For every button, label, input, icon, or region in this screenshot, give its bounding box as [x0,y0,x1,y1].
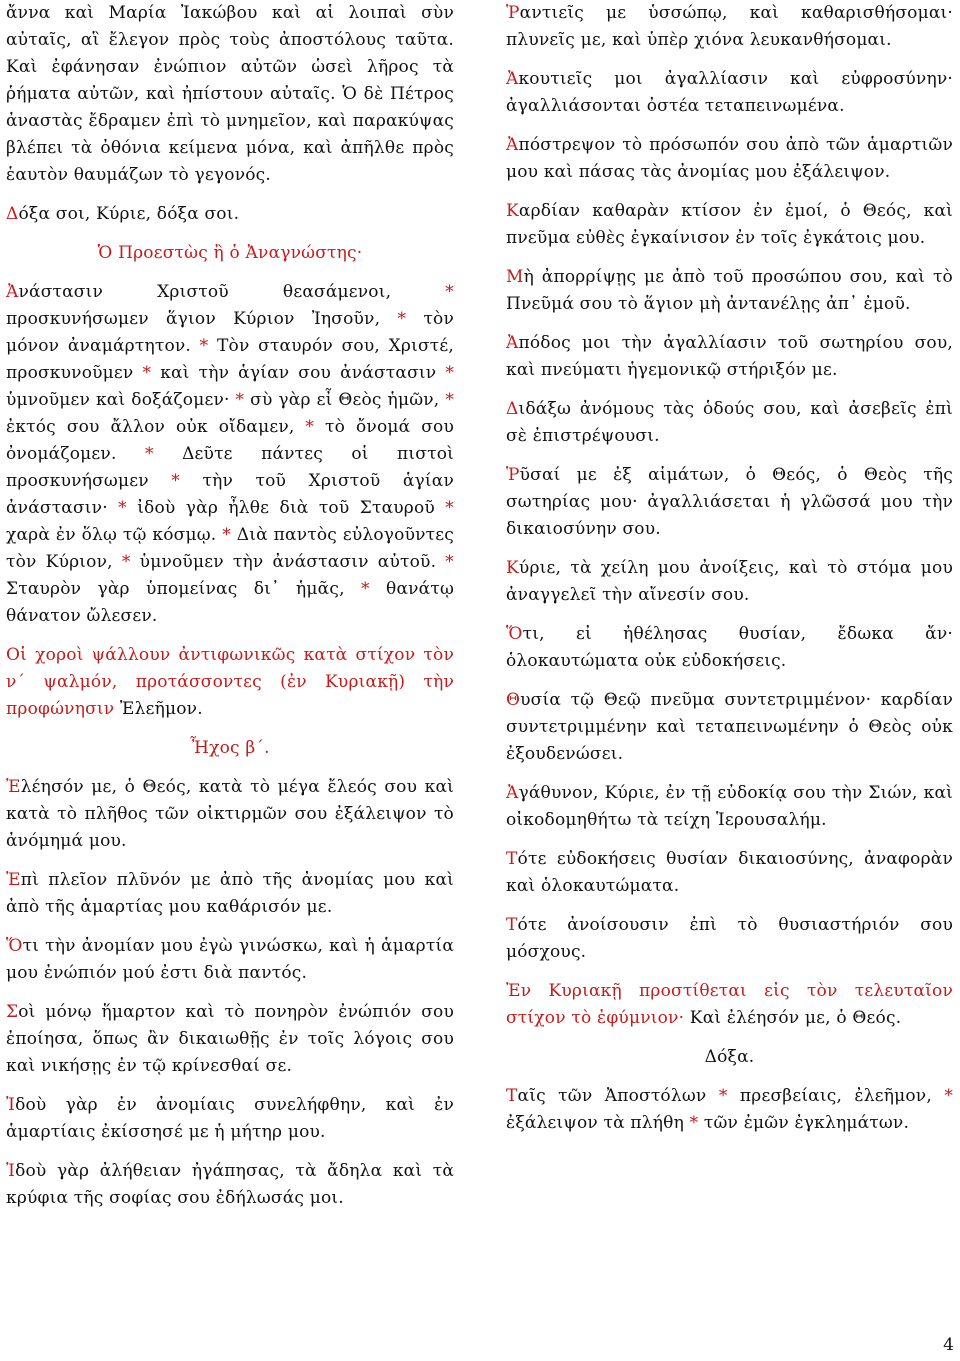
rubric-reader: Ὁ Προεστὼς ἢ ὁ Ἀναγνώστης· [97,243,363,263]
psalm-verse: Τότε εὐδοκήσεις θυσίαν δικαιοσύνης, ἀναφορὰν καὶ ὁλοκαυτώματα. [506,849,953,896]
psalm-verse: Ῥαντιεῖς με ὑσσώπῳ, καὶ καθαρισθήσομαι· πλυνεῖς με, καὶ ὑπὲρ χιόνα λευκανθήσομαι. [506,3,953,50]
rubric-psalm50: Οἱ χοροὶ ψάλλουν ἀντιφωνικῶς κατὰ στίχον τὸν ν΄ ψαλμόν, προτάσσοντες (ἐν Κυριακῇ) τὴν προφώνησιν Ἐλεῆμον. [6,645,454,719]
hymn-initial: Ἀ [6,282,19,302]
closing-hymn: Ταῖς τῶν Ἀποστόλων * πρεσβείαις, ἐλεῆμον, * ἐξάλειψον τὰ πλήθη * τῶν ἐμῶν ἐγκλημάτων. [506,1086,954,1133]
psalm-verse: Τότε ἀνοίσουσιν ἐπὶ τὸ θυσιαστήριόν σου μόσχους. [506,915,953,962]
psalm-verse: Ὅτι, εἰ ἠθέλησας θυσίαν, ἔδωκα ἄν· ὁλοκαυτώματα οὐκ εὐδοκήσεις. [506,624,953,671]
psalm-verse: Σοὶ μόνῳ ἥμαρτον καὶ τὸ πονηρὸν ἐνώπιόν σου ἐποίησα, ὅπως ἂν δικαιωθῇς ἐν τοῖς λόγοις σου καὶ νικήσῃς ἐν τῷ κρίνεσθαί σε. [6,1002,454,1076]
psalm-verse: Μὴ ἀπορρίψῃς με ἀπὸ τοῦ προσώπου σου, καὶ τὸ Πνεῦμά σου τὸ ἅγιον μὴ ἀντανέλῃς ἀπ᾽ ἐμοῦ. [506,267,953,314]
doxa-initial: Δ [6,204,19,224]
echos-label: Ἦχος β΄. [190,738,270,758]
psalm-verse: Θυσία τῷ Θεῷ πνεῦμα συντετριμμένον· καρδίαν συντετριμμένην καὶ τεταπεινωμένην ὁ Θεὸς οὐκ ἐξουδενώσει. [506,690,953,764]
gospel-ending: ἄννα καὶ Μαρία Ἰακώβου καὶ αἱ λοιπαὶ σὺν αὐταῖς, αἳ ἔλεγον πρὸς τοὺς ἀποστόλους ταῦτα. Καὶ ἐφάνησαν ἐνώπιον αὐτῶν ὡσεὶ λῆρος τὰ ῥήματα αὐτῶν, καὶ ἠπίστουν αὐταῖς. Ὁ δὲ Πέτρος ἀναστὰς ἔδραμεν ἐπὶ τὸ μνημεῖον, καὶ παρακύψας βλέπει τὰ ὀθόνια κείμενα μόνα, καὶ ἀπῆλθε πρὸς ἑαυτὸν θαυμάζων τὸ γεγονός. [6,3,454,185]
right-column [506,0,953,1149]
psalm-verse: Ὅτι τὴν ἀνομίαν μου ἐγὼ γινώσκω, καὶ ἡ ἁμαρτία μου ἐνώπιόν μού ἐστι διὰ παντός. [6,936,454,983]
psalm-verse: Ῥῦσαί με ἐξ αἱμάτων, ὁ Θεός, ὁ Θεὸς τῆς σωτηρίας μου· ἀγαλλιάσεται ἡ γλῶσσά μου τὴν δικαιοσύνην σου. [506,465,953,539]
left-column [6,0,454,1224]
anastasis-hymn: Ἀνάστασιν Χριστοῦ θεασάμενοι, * προσκυνήσωμεν ἅγιον Κύριον Ἰησοῦν, * τὸν μόνον ἀναμάρτητον. * Τὸν σταυρόν σου, Χριστέ, προσκυνοῦμεν * καὶ τὴν ἁγίαν σου ἀνάστασιν * ὑμνοῦμεν καὶ δοξάζομεν· * σὺ γὰρ εἶ Θεὸς ἡμῶν, * ἐκτός σου ἄλλον οὐκ οἴδαμεν, * τὸ ὄνομά σου ὀνομάζομεν. * Δεῦτε πάντες οἱ πιστοὶ προσκυνήσωμεν * τὴν τοῦ Χριστοῦ ἁγίαν ἀνάστασιν· * ἰδοὺ γὰρ ἦλθε διὰ τοῦ Σταυροῦ * χαρὰ ἐν ὅλῳ τῷ κόσμῳ. * Διὰ παντὸς εὐλογοῦντες τὸν Κύριον, * ὑμνοῦμεν τὴν ἀνάστασιν αὐτοῦ. * Σταυρὸν γὰρ ὑπομείνας δι᾽ ἡμᾶς, * θανάτῳ θάνατον ὤλεσεν. [6,282,455,626]
psalm-verse: Ἰδοὺ γὰρ ἐν ἀνομίαις συνελήφθην, καὶ ἐν ἁμαρτίαις ἐκίσσησέ με ἡ μήτηρ μου. [6,1095,454,1142]
psalm-verse: Ἐλέησόν με, ὁ Θεός, κατὰ τὸ μέγα ἔλεός σου καὶ κατὰ τὸ πλῆθος τῶν οἰκτιρμῶν σου ἐξάλειψον τὸ ἀνόμημά μου. [6,777,454,851]
psalm-verse: Κύριε, τὰ χείλη μου ἀνοίξεις, καὶ τὸ στόμα μου ἀναγγελεῖ τὴν αἴνεσίν σου. [506,558,953,605]
psalm-verse: Ἰδοὺ γὰρ ἀλήθειαν ἠγάπησας, τὰ ἄδηλα καὶ τὰ κρύφια τῆς σοφίας σου ἐδήλωσάς μοι. [6,1161,454,1208]
psalm-verse: Διδάξω ἀνόμους τὰς ὁδούς σου, καὶ ἀσεβεῖς ἐπὶ σὲ ἐπιστρέψουσι. [506,399,953,446]
psalm-verse: Καρδίαν καθαρὰν κτίσον ἐν ἐμοί, ὁ Θεός, καὶ πνεῦμα εὐθὲς ἐγκαίνισον ἐν τοῖς ἐγκάτοις μου. [506,201,953,248]
doxa-heading: Δόξα. [704,1047,755,1067]
psalm-verse: Ἐπὶ πλεῖον πλῦνόν με ἀπὸ τῆς ἀνομίας μου καὶ ἀπὸ τῆς ἁμαρτίας μου καθάρισόν με. [6,870,454,917]
psalm-verse: Ἀπόστρεψον τὸ πρόσωπόν σου ἀπὸ τῶν ἁμαρτιῶν μου καὶ πάσας τὰς ἀνομίας μου ἐξάλειψον. [506,135,953,182]
psalm-verse: Ἀγάθυνον, Κύριε, ἐν τῇ εὐδοκίᾳ σου τὴν Σιών, καὶ οἰκοδομηθήτω τὰ τείχη Ἱερουσαλήμ. [506,783,953,830]
rubric-sunday: Ἐν Κυριακῇ προστίθεται εἰς τὸν τελευταῖον στίχον τὸ ἐφύμνιον· Καὶ ἐλέησόν με, ὁ Θεός. [506,981,953,1028]
page-number: 4 [943,1335,954,1355]
psalm-verse: Ἀκουτιεῖς μοι ἀγαλλίασιν καὶ εὐφροσύνην· ἀγαλλιάσονται ὀστέα τεταπεινωμένα. [506,69,953,116]
doxa-response: Δόξα σοι, Κύριε, δόξα σοι. [6,204,240,224]
psalm-verse: Ἀπόδος μοι τὴν ἀγαλλίασιν τοῦ σωτηρίου σου, καὶ πνεύματι ἡγεμονικῷ στήριξόν με. [506,333,953,380]
